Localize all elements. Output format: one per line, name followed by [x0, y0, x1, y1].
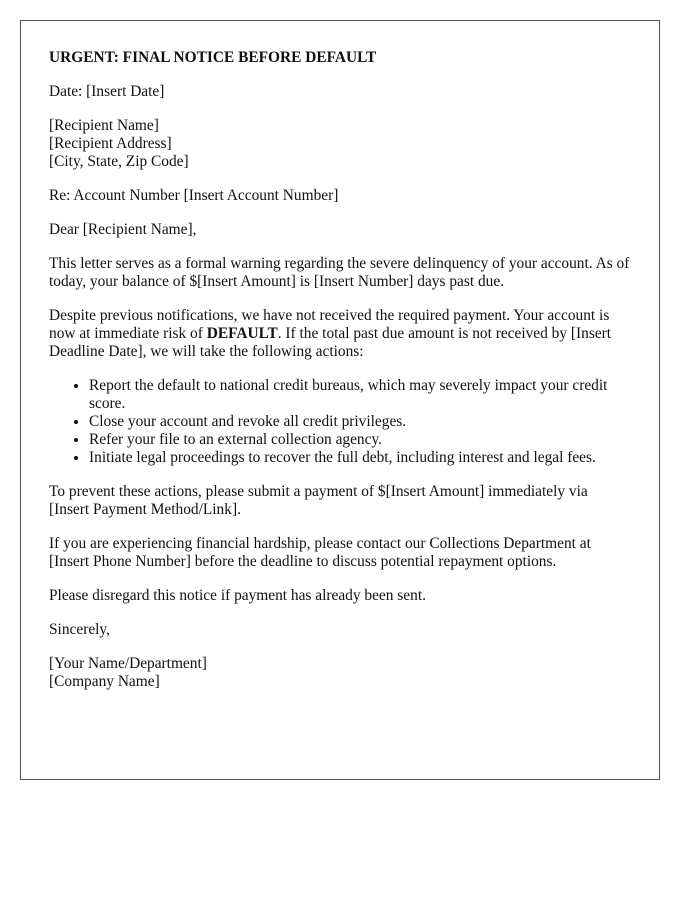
- paragraph-disregard: Please disregard this notice if payment has already been sent.: [49, 587, 426, 604]
- signature-block: [49, 655, 631, 691]
- actions-list: [49, 377, 631, 467]
- paragraph-warning: This letter serves as a formal warning regarding the severe delinquency of your account. As of today, your balance of $[Insert Amount] is [Insert Number] days past due.: [49, 255, 630, 290]
- action-item: • Report the default to national credit bureaus, which may severely impact your credit score.: [89, 377, 631, 413]
- recipient-block: [49, 117, 631, 171]
- signature-company: [Company Name]: [49, 673, 160, 690]
- letter-page: [20, 20, 660, 780]
- action-item: • Initiate legal proceedings to recover the full debt, including interest and legal fees.: [89, 449, 631, 467]
- signature-name-department: [Your Name/Department]: [49, 655, 207, 672]
- letter-title: URGENT: FINAL NOTICE BEFORE DEFAULT: [49, 49, 377, 66]
- action-item: • Refer your file to an external collection agency.: [89, 431, 631, 449]
- paragraph-default-risk-after: . If the total past due amount is not received by [Insert Deadline Date], we will take the following actions:: [49, 325, 612, 360]
- default-emphasis: DEFAULT: [206, 325, 278, 342]
- recipient-address: [Recipient Address]: [49, 135, 172, 152]
- salutation: Dear [Recipient Name],: [49, 221, 197, 238]
- recipient-city-state-zip: [City, State, Zip Code]: [49, 153, 189, 170]
- paragraph-default-risk: [49, 307, 631, 361]
- closing: Sincerely,: [49, 621, 110, 638]
- recipient-name: [Recipient Name]: [49, 117, 159, 134]
- action-item: • Close your account and revoke all credit privileges.: [89, 413, 631, 431]
- paragraph-hardship: If you are experiencing financial hardship, please contact our Collections Department at [Insert Phone Number] before the deadline to discuss potential repayment options.: [49, 535, 591, 570]
- date-line: Date: [Insert Date]: [49, 83, 165, 100]
- re-line: Re: Account Number [Insert Account Number]: [49, 187, 339, 204]
- paragraph-default-risk-before: Despite previous notifications, we have not received the required payment. Your account is now at immediate risk of: [49, 307, 610, 342]
- paragraph-payment: To prevent these actions, please submit a payment of $[Insert Amount] immediately via [Insert Payment Method/Link].: [49, 483, 588, 518]
